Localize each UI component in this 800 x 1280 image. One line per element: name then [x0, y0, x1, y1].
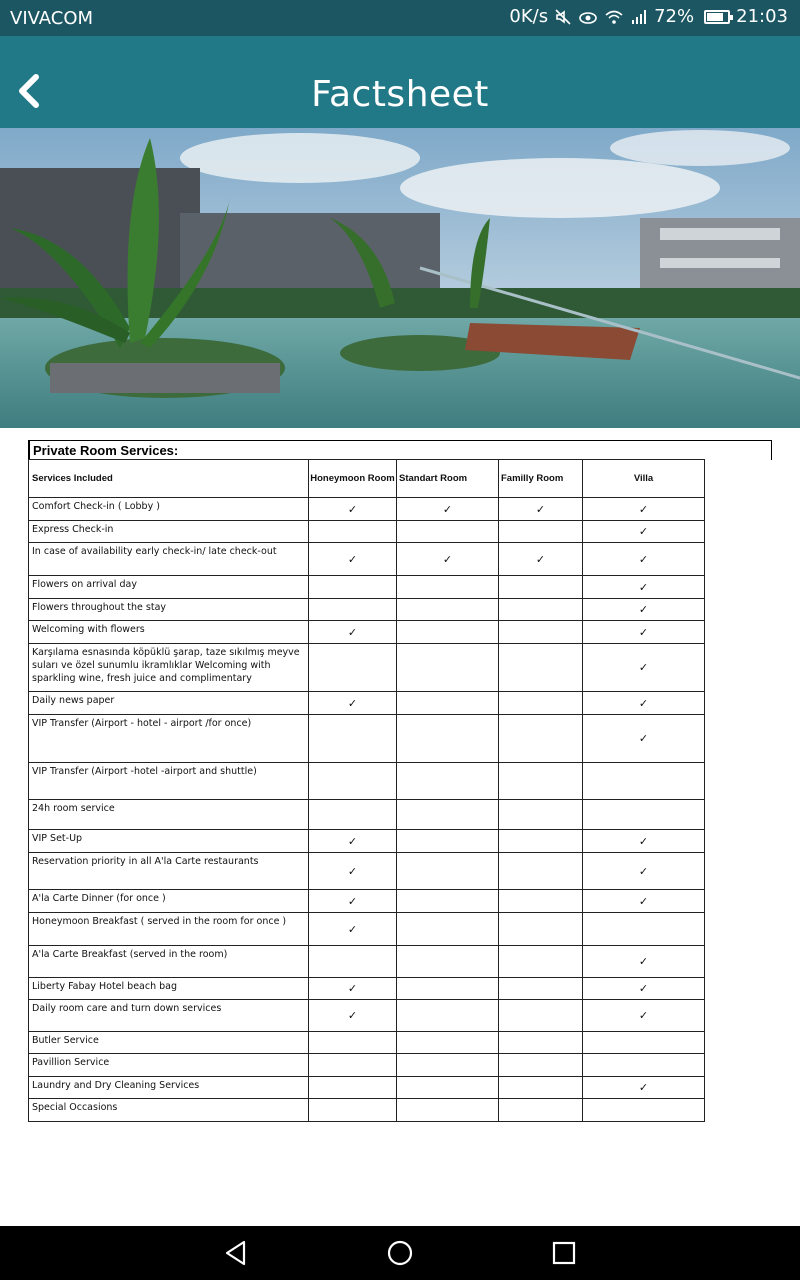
empty-cell: [309, 1099, 397, 1122]
services-table: [28, 459, 705, 1122]
empty-cell: [583, 1099, 705, 1122]
empty-cell: [583, 800, 705, 830]
empty-cell: [397, 1000, 499, 1032]
status-bar: [0, 0, 800, 36]
check-mark-icon: ✓: [583, 521, 705, 543]
table-row: [29, 621, 705, 644]
table-row: [29, 498, 705, 521]
empty-cell: [499, 890, 583, 913]
check-mark-icon: ✓: [309, 543, 397, 576]
table-row: [29, 830, 705, 853]
check-mark-icon: ✓: [583, 599, 705, 621]
empty-cell: [397, 763, 499, 800]
empty-cell: [309, 800, 397, 830]
eye-icon: [578, 8, 598, 26]
table-row: [29, 576, 705, 599]
empty-cell: [309, 521, 397, 543]
service-name: Laundry and Dry Cleaning Services: [29, 1077, 309, 1099]
empty-cell: [499, 913, 583, 946]
empty-cell: [397, 715, 499, 763]
service-name: A'la Carte Breakfast (served in the room): [29, 946, 309, 978]
empty-cell: [499, 521, 583, 543]
empty-cell: [499, 644, 583, 692]
empty-cell: [397, 644, 499, 692]
check-mark-icon: ✓: [583, 1077, 705, 1099]
service-name: Flowers on arrival day: [29, 576, 309, 599]
service-name: Daily room care and turn down services: [29, 1000, 309, 1032]
check-mark-icon: ✓: [309, 913, 397, 946]
empty-cell: [397, 621, 499, 644]
empty-cell: [499, 800, 583, 830]
clock: 21:03: [736, 6, 788, 27]
check-mark-icon: ✓: [397, 498, 499, 521]
service-name: Reservation priority in all A'la Carte restaurants: [29, 853, 309, 890]
table-row: [29, 1054, 705, 1077]
check-mark-icon: ✓: [583, 621, 705, 644]
check-mark-icon: ✓: [583, 692, 705, 715]
service-name: Liberty Fabay Hotel beach bag: [29, 978, 309, 1000]
home-circle-icon[interactable]: [386, 1239, 414, 1267]
check-mark-icon: ✓: [583, 576, 705, 599]
check-mark-icon: ✓: [309, 621, 397, 644]
check-mark-icon: ✓: [583, 644, 705, 692]
check-mark-icon: ✓: [309, 830, 397, 853]
empty-cell: [397, 853, 499, 890]
table-row: [29, 1077, 705, 1099]
empty-cell: [499, 946, 583, 978]
empty-cell: [309, 946, 397, 978]
app-bar: [0, 36, 800, 128]
page-title: Factsheet: [311, 74, 489, 115]
service-name: Karşılama esnasında köpüklü şarap, taze sıkılmış meyve suları ve özel sunumlu ikramlıklar Welcoming with sparkling wine, fresh juice and complimentary: [29, 644, 309, 692]
check-mark-icon: ✓: [309, 978, 397, 1000]
check-mark-icon: ✓: [583, 1000, 705, 1032]
service-name: In case of availability early check-in/ late check-out: [29, 543, 309, 576]
table-row: [29, 913, 705, 946]
empty-cell: [309, 1054, 397, 1077]
column-header: Villa: [583, 460, 705, 498]
service-name: A'la Carte Dinner (for once ): [29, 890, 309, 913]
empty-cell: [499, 1077, 583, 1099]
section-title: Private Room Services:: [28, 440, 772, 460]
check-mark-icon: ✓: [309, 1000, 397, 1032]
check-mark-icon: ✓: [397, 543, 499, 576]
table-row: [29, 890, 705, 913]
empty-cell: [397, 1099, 499, 1122]
column-header: Honeymoon Room: [309, 460, 397, 498]
column-header: Familly Room: [499, 460, 583, 498]
table-row: [29, 853, 705, 890]
empty-cell: [309, 763, 397, 800]
empty-cell: [397, 890, 499, 913]
empty-cell: [499, 576, 583, 599]
empty-cell: [397, 1032, 499, 1054]
table-row: [29, 599, 705, 621]
empty-cell: [499, 978, 583, 1000]
column-header: Standart Room: [397, 460, 499, 498]
empty-cell: [397, 599, 499, 621]
empty-cell: [309, 599, 397, 621]
empty-cell: [583, 1032, 705, 1054]
check-mark-icon: ✓: [499, 498, 583, 521]
check-mark-icon: ✓: [583, 890, 705, 913]
check-mark-icon: ✓: [309, 692, 397, 715]
service-name: VIP Transfer (Airport - hotel - airport /for once): [29, 715, 309, 763]
empty-cell: [583, 763, 705, 800]
table-row: [29, 1099, 705, 1122]
status-icons: [509, 6, 788, 27]
empty-cell: [499, 1054, 583, 1077]
empty-cell: [583, 1054, 705, 1077]
service-name: Daily news paper: [29, 692, 309, 715]
empty-cell: [397, 946, 499, 978]
empty-cell: [499, 692, 583, 715]
service-name: Express Check-in: [29, 521, 309, 543]
service-name: Flowers throughout the stay: [29, 599, 309, 621]
mute-icon: [554, 8, 572, 26]
battery-icon: [704, 10, 730, 24]
resort-pool-photo: [0, 128, 800, 428]
table-row: [29, 763, 705, 800]
table-row: [29, 644, 705, 692]
recents-square-icon[interactable]: [550, 1239, 578, 1267]
check-mark-icon: ✓: [583, 715, 705, 763]
empty-cell: [499, 599, 583, 621]
empty-cell: [397, 830, 499, 853]
empty-cell: [499, 715, 583, 763]
table-row: [29, 1032, 705, 1054]
carrier-name: VIVACOM: [10, 8, 94, 29]
column-header: Services Included: [29, 460, 309, 498]
table-row: [29, 946, 705, 978]
check-mark-icon: ✓: [309, 890, 397, 913]
empty-cell: [309, 576, 397, 599]
service-name: VIP Transfer (Airport -hotel -airport and shuttle): [29, 763, 309, 800]
empty-cell: [499, 830, 583, 853]
service-name: 24h room service: [29, 800, 309, 830]
empty-cell: [309, 715, 397, 763]
empty-cell: [499, 1000, 583, 1032]
empty-cell: [397, 1054, 499, 1077]
check-mark-icon: ✓: [583, 853, 705, 890]
wifi-icon: [604, 8, 624, 26]
empty-cell: [397, 576, 499, 599]
empty-cell: [499, 1032, 583, 1054]
service-name: Butler Service: [29, 1032, 309, 1054]
service-name: VIP Set-Up: [29, 830, 309, 853]
table-row: [29, 1000, 705, 1032]
empty-cell: [499, 853, 583, 890]
check-mark-icon: ✓: [583, 543, 705, 576]
service-name: Pavillion Service: [29, 1054, 309, 1077]
empty-cell: [583, 913, 705, 946]
empty-cell: [499, 621, 583, 644]
check-mark-icon: ✓: [309, 853, 397, 890]
check-mark-icon: ✓: [309, 498, 397, 521]
empty-cell: [499, 763, 583, 800]
empty-cell: [397, 978, 499, 1000]
table-row: [29, 521, 705, 543]
service-name: Honeymoon Breakfast ( served in the room for once ): [29, 913, 309, 946]
network-speed: 0K/s: [509, 6, 549, 27]
table-row: [29, 715, 705, 763]
table-row: [29, 692, 705, 715]
table-row: [29, 978, 705, 1000]
service-name: Welcoming with flowers: [29, 621, 309, 644]
empty-cell: [397, 692, 499, 715]
empty-cell: [397, 521, 499, 543]
empty-cell: [499, 1099, 583, 1122]
empty-cell: [397, 1077, 499, 1099]
empty-cell: [309, 644, 397, 692]
table-header-row: [29, 460, 705, 498]
empty-cell: [397, 913, 499, 946]
battery-percent: 72%: [654, 6, 695, 27]
nav-bar: [0, 1226, 800, 1280]
table-row: [29, 800, 705, 830]
check-mark-icon: ✓: [583, 946, 705, 978]
signal-icon: [630, 8, 648, 26]
service-name: Special Occasions: [29, 1099, 309, 1122]
check-mark-icon: ✓: [499, 543, 583, 576]
empty-cell: [309, 1032, 397, 1054]
empty-cell: [397, 800, 499, 830]
service-name: Comfort Check-in ( Lobby ): [29, 498, 309, 521]
empty-cell: [309, 1077, 397, 1099]
table-row: [29, 543, 705, 576]
check-mark-icon: ✓: [583, 978, 705, 1000]
check-mark-icon: ✓: [583, 830, 705, 853]
check-mark-icon: ✓: [583, 498, 705, 521]
back-triangle-icon[interactable]: [222, 1239, 250, 1267]
